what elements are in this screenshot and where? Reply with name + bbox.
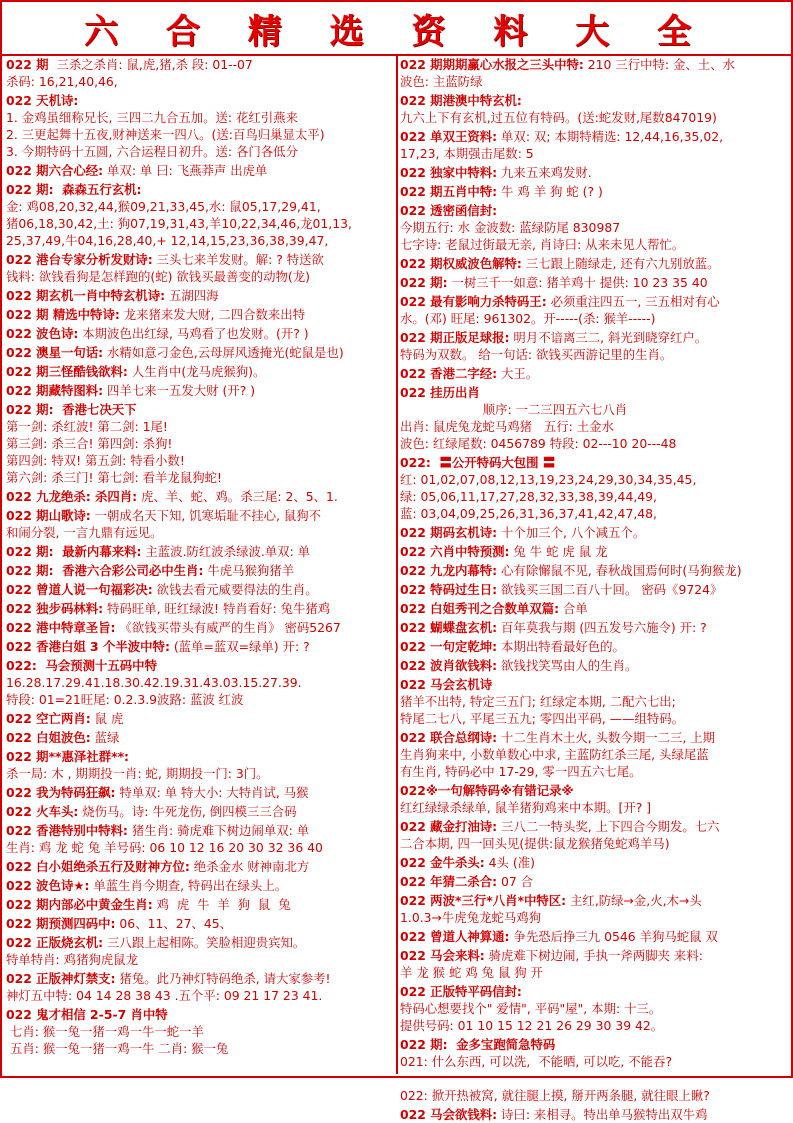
entry-heading: 022 正版神灯禁支: bbox=[6, 971, 116, 986]
right-entry bbox=[400, 657, 786, 674]
entry-body: 鸡 虎 牛 羊 狗 鼠 兔 bbox=[152, 897, 291, 912]
entry-heading: 022 期正版足球报: bbox=[400, 330, 510, 345]
left-entry bbox=[6, 488, 392, 505]
left-entry bbox=[6, 784, 392, 801]
entry-heading: 022 我为特码狂飙: bbox=[6, 785, 116, 800]
right-entry bbox=[400, 164, 786, 181]
entry-heading: 022 期三怪酷钱欲料: bbox=[6, 364, 128, 379]
left-entry bbox=[6, 562, 392, 579]
right-entry bbox=[400, 329, 786, 363]
entry-body: 四羊七来一五发大财 (开? ) bbox=[103, 383, 256, 398]
left-entry bbox=[6, 934, 392, 968]
entry-body: 第一剑: 杀红波! 第二剑: 1尾! 第三剑: 杀三合! 第四剑: 杀狗! 第四剑: 特双! 第五剑: 特看小数! 第六剑: 杀三门! 第七剑: 看羊龙鼠狗蛇! bbox=[6, 419, 222, 485]
entry-heading: 022 期内部必中黄金生肖: bbox=[6, 897, 153, 912]
entry-body: 骑虎难下树边闹, 手执一斧两脚夹 来料: 羊 龙 猴 蛇 鸡 兔 鼠 狗 开 bbox=[400, 948, 703, 980]
entry-heading: 022 期期期赢心水报之三头中特: bbox=[400, 57, 584, 72]
right-entry bbox=[400, 873, 786, 890]
entry-body: 欲钱去看元威要得法的生肖。 bbox=[152, 582, 318, 597]
left-entry bbox=[6, 363, 392, 380]
left-entry bbox=[6, 803, 392, 820]
entry-body: 诗曰: 来相寻。特出单马猴特出双牛鸡 bbox=[497, 1107, 708, 1122]
entry-heading: 022 期港澳中特玄机: bbox=[400, 93, 522, 108]
entry-body: 绝杀金水 财神南北方 bbox=[189, 859, 310, 874]
left-entry bbox=[6, 710, 392, 727]
entry-heading: 022 马会来料: bbox=[400, 948, 485, 963]
left-entry bbox=[6, 729, 392, 746]
entry-heading: 022 白小姐绝杀五行及财神方位: bbox=[6, 859, 190, 874]
entry-heading: 022 波肖欲钱料: bbox=[400, 658, 498, 673]
entry-body: 本期出特看最好色的。 bbox=[497, 639, 625, 654]
entry-heading: 022 曾道人说一句福彩决: bbox=[6, 582, 153, 597]
left-entry bbox=[6, 657, 392, 708]
right-entry bbox=[400, 56, 786, 90]
entry-body: 龙来猪来发大财, 二四合数来出特 bbox=[119, 307, 306, 322]
entry-body: 争先恐后挣三九 0546 羊狗马蛇鼠 双 bbox=[509, 929, 718, 944]
entry-heading: 022 鬼才相信 2-5-7 肖中特 bbox=[6, 1007, 168, 1022]
entry-heading: 022 藏金打油诗: bbox=[400, 819, 498, 834]
right-column bbox=[400, 56, 786, 1122]
right-entry bbox=[400, 543, 786, 560]
entry-body: 水精如意刁金色,云母屏风透掩光(蛇鼠是也) bbox=[103, 345, 344, 360]
left-entry bbox=[6, 287, 392, 304]
left-entry bbox=[6, 181, 392, 249]
entry-body: 猪兔。此乃神灯特码绝杀, 请大家参考! 神灯五中特: 04 14 28 38 43 .五个平: 09 21 17 23 41. bbox=[6, 971, 331, 1003]
left-entry bbox=[6, 344, 392, 361]
entry-body: 十个加三个, 八个减五个。 bbox=[497, 525, 646, 540]
entry-heading: 022 一句定乾坤: bbox=[400, 639, 498, 654]
entry-heading: 022 波色诗★: bbox=[6, 878, 90, 893]
right-entry bbox=[400, 638, 786, 655]
left-entry bbox=[6, 543, 392, 560]
entry-heading: 022: 马会预测十五码中特 bbox=[6, 658, 157, 673]
entry-body: 牛 鸡 羊 狗 蛇 (? ) bbox=[497, 184, 603, 199]
right-entry bbox=[400, 1036, 786, 1104]
entry-heading: 022 蝴蝶盘玄机: bbox=[400, 620, 498, 635]
entry-heading: 022 期六合心经: bbox=[6, 163, 104, 178]
entry-body: 本期波色出红绿, 马鸡看了也发财。(开? ) bbox=[78, 326, 309, 341]
entry-heading: 022 独家中特料: bbox=[400, 165, 498, 180]
entry-body: 三八二一特头奖, 上下四合今期发。七六 二合本期, 四一回头见(提供:鼠龙猴猪兔蛇鸡羊马) bbox=[400, 819, 720, 851]
entry-body: 主蓝波.防红波杀绿波.单双: 单 bbox=[141, 544, 311, 559]
entry-body: 七肖: 猴一兔一猪一鸡一牛一蛇一羊 五肖: 猴一兔一猪一鸡一牛 二肖: 猴一兔 bbox=[9, 1024, 229, 1056]
entry-heading: 022 期藏特图料: bbox=[6, 383, 104, 398]
left-entry bbox=[6, 92, 392, 160]
entry-heading: 022 期: 最新内幕来料: bbox=[6, 544, 142, 559]
right-entry bbox=[400, 729, 786, 780]
left-entry bbox=[6, 600, 392, 617]
entry-heading: 022 期权威波色解特: bbox=[400, 256, 522, 271]
entry-body: 欲钱买三国二百八十回。 密码《9724》 bbox=[497, 582, 723, 597]
left-entry bbox=[6, 251, 392, 285]
left-entry bbox=[6, 896, 392, 913]
entry-heading: 022 空亡两肖: bbox=[6, 711, 91, 726]
entry-heading: 022 澳星一句话: bbox=[6, 345, 104, 360]
entry-body: 顺序: 一二三四五六七八肖 出肖: 鼠虎兔龙蛇马鸡猪 五行: 土金水 波色: 红绿尾数: 0456789 特段: 02---10 20---48 bbox=[400, 402, 677, 451]
entry-body: 今期五行: 水 金波数: 蓝绿防尾 830987 七字诗: 老鼠过街最无亲, 肖诗曰: 从来未见人帮忙。 bbox=[400, 220, 685, 252]
right-entry bbox=[400, 854, 786, 871]
right-entry bbox=[400, 92, 786, 126]
right-entry bbox=[400, 619, 786, 636]
entry-heading: 022 曾道人神算通: bbox=[400, 929, 510, 944]
entry-heading: 022 期 精选中特诗: bbox=[6, 307, 120, 322]
right-entry bbox=[400, 183, 786, 200]
entry-heading: 022: 〓公开特码大包围 〓 bbox=[400, 455, 556, 470]
right-entry bbox=[400, 384, 786, 452]
entry-body: 主红,防绿→金,火,木→头 1.0.3→牛虎兔龙蛇马鸡狗 bbox=[400, 893, 702, 925]
entry-body: 猪羊不出特, 特定三五门; 红绿定本期, 二配六七出; 特尾二七八, 平尾三五九; 零四出平码, ——组特码。 bbox=[400, 694, 685, 726]
entry-body: 三杀之杀肖: 鼠,虎,猪,杀 段: 01--07 杀码: 16,21,40,46, bbox=[6, 57, 253, 89]
entry-heading: 022 期玄机一肖中特玄机诗: bbox=[6, 288, 166, 303]
entry-heading: 022 火车头: bbox=[6, 804, 79, 819]
entry-heading: 022 特码过生日: bbox=[400, 582, 498, 597]
right-entry bbox=[400, 983, 786, 1034]
right-entry bbox=[400, 202, 786, 253]
entry-body: 五湖四海 bbox=[165, 288, 219, 303]
entry-heading: 022 期码玄机诗: bbox=[400, 525, 498, 540]
entry-body: 人生肖中(龙马虎猴狗)。 bbox=[127, 364, 266, 379]
entry-heading: 022 期: 金多宝跑简急特码 bbox=[400, 1037, 556, 1052]
entry-body: 三七跟上随绿走, 还有六九别放蓝。 bbox=[521, 256, 720, 271]
right-entry bbox=[400, 928, 786, 945]
entry-heading: 022 年猜二杀合: bbox=[400, 874, 498, 889]
entry-body: 单蓝生肖今期查, 特码出在绿头上。 bbox=[89, 878, 288, 893]
entry-heading: 022 白姐波色: bbox=[6, 730, 91, 745]
right-entry bbox=[400, 581, 786, 598]
entry-heading: 022 白姐秀刊之合数单双篇: bbox=[400, 601, 560, 616]
entry-body: 牛虎马猴狗猪羊 bbox=[203, 563, 295, 578]
entry-body: 金: 鸡08,20,32,44,猴09,21,33,45,水: 鼠05,17,29,41, 猪06,18,30,42,土: 狗07,19,31,43,羊10,22,34,46,龙01,13, 25,37,49,牛04,16,28,40,+ 12,14,15,23,36,38,39,47, bbox=[6, 199, 352, 248]
right-entry bbox=[400, 782, 786, 816]
left-entry bbox=[6, 877, 392, 894]
entry-body: 一朝成名天下知, 饥寒垢耻不挂心, 鼠狗不 和闹分裂, 一言九鼎有远见。 bbox=[6, 508, 322, 540]
entry-body: 烧伤马。诗: 牛死龙伤, 倒四模三三合码 bbox=[78, 804, 297, 819]
entry-body: 红: 01,02,07,08,12,13,19,23,24,29,30,34,35,45, 绿: 05,06,11,17,27,28,32,33,38,39,44,49, 蓝: 03,04,09,25,26,31,36,37,41,42,47,48, bbox=[400, 472, 697, 521]
right-entry bbox=[400, 947, 786, 981]
header bbox=[2, 2, 791, 56]
entry-body: 三头七来羊发财。解: ? 特送欲 钱料: 欲钱看狗是怎样跑的(蛇) 欲钱买最善变的动物(龙) bbox=[6, 252, 324, 284]
left-entry bbox=[6, 970, 392, 1004]
entry-body: 九六上下有玄机,过五位有特码。(送:蛇发财,尾数847019) bbox=[400, 110, 717, 125]
entry-heading: 022 正版特平码信封: bbox=[400, 984, 522, 999]
entry-heading: 022 九龙绝杀: 杀四肖: bbox=[6, 489, 138, 504]
entry-heading: 022 正版烧玄机: bbox=[6, 935, 104, 950]
entry-body: 虎、羊、蛇、鸡。杀三尾: 2、5、1. bbox=[137, 489, 338, 504]
entry-body: 九来五来鸡发财. bbox=[497, 165, 592, 180]
left-entry bbox=[6, 1006, 392, 1057]
right-entry bbox=[400, 128, 786, 162]
entry-heading: 022 天机诗: bbox=[6, 93, 79, 108]
entry-heading: 022 期 bbox=[6, 57, 49, 72]
right-entry bbox=[400, 524, 786, 541]
left-entry bbox=[6, 401, 392, 486]
entry-heading: 022 期: 香港六合彩公司必中生肖: bbox=[6, 563, 204, 578]
entry-heading: 022 期**惠泽社群**: bbox=[6, 749, 130, 764]
right-entry bbox=[400, 274, 786, 291]
left-entry bbox=[6, 382, 392, 399]
left-entry bbox=[6, 619, 392, 636]
entry-body: 蓝绿 bbox=[90, 730, 120, 745]
entry-heading: 022 港台专家分析发财诗: bbox=[6, 252, 153, 267]
entry-heading: 022※一句解特码※有错记录※ bbox=[400, 783, 574, 798]
entry-body: 单双: 双; 本期特精选: 12,44,16,35,02, 17,23, 本期强击尾数: 5 bbox=[400, 129, 724, 161]
entry-heading: 022 期: 香港七决天下 bbox=[6, 402, 137, 417]
entry-body: 十二生肖木土火, 头数今期一二三, 上期 生肖狗来中, 小数单数心中求, 主蓝防红杀三尾, 头绿尾蓝 有生肖, 特码必中 17-29, 零一四五六七尾。 bbox=[400, 730, 716, 779]
entry-heading: 022 单双王资料: bbox=[400, 129, 498, 144]
entry-heading: 022 透密函信封: bbox=[400, 203, 498, 218]
entry-body: 兔 牛 蛇 虎 鼠 龙 bbox=[509, 544, 608, 559]
entry-heading: 022 独步码林料: bbox=[6, 601, 104, 616]
entry-heading: 022 香港白姐 3 个半波中特: bbox=[6, 639, 170, 654]
entry-body: 红红绿绿杀绿单, 鼠羊猪狗鸡来中本期。[开? ] bbox=[400, 800, 652, 815]
entry-body: 《欲钱买带头有威严的生肖》 密码5267 bbox=[115, 620, 341, 635]
page-title: 六 合 精 选 资 料 大 全 bbox=[84, 11, 709, 52]
entry-heading: 022 联合总纲诗: bbox=[400, 730, 498, 745]
entry-body: (蓝单=蓝双=绿单) 开: ? bbox=[169, 639, 310, 654]
right-entry bbox=[400, 454, 786, 522]
entry-heading: 022 港中特章圣旨: bbox=[6, 620, 116, 635]
right-entry bbox=[400, 365, 786, 382]
entry-body: 三八跟上起相陈。笑脸相迎贵宾知。 特单特肖: 鸡猪狗虎鼠龙 bbox=[6, 935, 306, 967]
entry-body: 大王。 bbox=[497, 366, 539, 381]
entry-heading: 022 期: bbox=[400, 275, 448, 290]
entry-heading: 022 马会玄机诗 bbox=[400, 677, 493, 692]
entry-body: 合单 bbox=[559, 601, 588, 616]
left-entry bbox=[6, 581, 392, 598]
right-entry bbox=[400, 892, 786, 926]
entry-body: 特单双: 单 特大小: 大特肖试, 马猴 bbox=[115, 785, 309, 800]
entry-body: 单双: 单 曰: 飞燕莽声 出虎单 bbox=[103, 163, 268, 178]
right-entry bbox=[400, 255, 786, 272]
entry-heading: 022 香港二字经: bbox=[400, 366, 498, 381]
entry-body: 欲钱找笑骂由人的生肖。 bbox=[497, 658, 638, 673]
entry-body: 021: 什么东西, 可以洗, 不能晒, 可以吃, 不能吞? 022: 掀开热被窝, 就往腿上摸, 掰开两条腿, 就往眼上瞅? bbox=[400, 1054, 710, 1103]
entry-heading: 022 最有影响力杀特码王: bbox=[400, 294, 547, 309]
left-entry bbox=[6, 858, 392, 875]
right-entry bbox=[400, 293, 786, 327]
right-entry bbox=[400, 1106, 786, 1123]
left-entry bbox=[6, 748, 392, 782]
left-entry bbox=[6, 56, 392, 90]
left-entry bbox=[6, 822, 392, 856]
entry-heading: 022 期五肖中特: bbox=[400, 184, 498, 199]
entry-body: 特码旺单, 旺红绿波! 特肖看好: 兔牛猪鸡 bbox=[103, 601, 331, 616]
right-entry bbox=[400, 676, 786, 727]
entry-body: 明月不谙离三二, 斜光到晓穿红户。 特码为双数。 给一句话: 欲钱买西游记里的生肖。 bbox=[400, 330, 708, 362]
entry-heading: 022 香港特别中特料: bbox=[6, 823, 128, 838]
entry-body: 鼠 虎 bbox=[90, 711, 140, 726]
entry-heading: 022 九龙内幕特: bbox=[400, 563, 498, 578]
entry-body: 16.28.17.29.41.18.30.42.19.31.43.03.15.27.39. 特段: 01=21旺尾: 0.2.3.9波路: 蓝波 红波 bbox=[6, 675, 302, 707]
entry-body: 猪生肖: 骑虎难下树边闹单双: 单 生肖: 鸡 龙 蛇 兔 羊号码: 06 10 12 16 20 30 32 36 40 bbox=[6, 823, 323, 855]
left-entry bbox=[6, 162, 392, 179]
entry-heading: 022 六肖中特预测: bbox=[400, 544, 510, 559]
left-entry bbox=[6, 915, 392, 932]
entry-body: 特码心想要找个" 爱情", 平码"屋", 本期: 十三。 提供号码: 01 10 15 12 21 26 29 30 39 42。 bbox=[400, 1001, 664, 1033]
entry-body: 一树三千一如意: 猪羊鸡十 提供: 10 23 35 40 bbox=[447, 275, 708, 290]
entry-heading: 022 期山歌诗: bbox=[6, 508, 91, 523]
entry-body: 杀一局: 木 , 期期投一肖: 蛇, 期期投一门: 3门。 bbox=[6, 766, 269, 781]
left-column bbox=[6, 56, 398, 1074]
left-entry bbox=[6, 638, 392, 655]
right-entry bbox=[400, 562, 786, 579]
right-entry bbox=[400, 600, 786, 617]
left-entry bbox=[6, 306, 392, 323]
entry-heading: 022 金牛杀头: bbox=[400, 855, 485, 870]
right-entry bbox=[400, 818, 786, 852]
entry-heading: 022 挂历出肖 bbox=[400, 385, 480, 400]
left-entry bbox=[6, 325, 392, 342]
left-entry bbox=[6, 507, 392, 541]
entry-heading: 022 波色诗: bbox=[6, 326, 79, 341]
entry-body: 06、11、27、45、 bbox=[115, 916, 233, 931]
entry-body: 1. 金鸡虽细称兄长, 三四二九合五加。送: 花红引燕来 2. 三更起舞十五夜,财神送来一四八。(送:百鸟归巢显太平) 3. 今期特码十五圆, 六合运程日初升。送: 各门各低分 bbox=[6, 110, 325, 159]
entry-body: 百年莫我与期 (四五发号六施令) 开: ? bbox=[497, 620, 707, 635]
entry-heading: 022 两波*三行*八肖*中特区: bbox=[400, 893, 567, 908]
entry-heading: 022 期预测四码中: bbox=[6, 916, 116, 931]
entry-body: 4头 (准) bbox=[484, 855, 567, 870]
entry-body: 210 三行中特: 金、土、水 波色: 主蓝防绿 bbox=[400, 57, 735, 89]
entry-body: 必须重注四五一, 三五相对有心 水。(邓) 旺尾: 961302。开-----(杀: 猴羊-----) bbox=[400, 294, 720, 326]
entry-body: 心有除懈鼠不见, 春秋战国焉何时(马狗猴龙) bbox=[497, 563, 742, 578]
entry-heading: 022 期: 森森五行玄机: bbox=[6, 182, 142, 197]
entry-body: 07 合 bbox=[497, 874, 534, 889]
entry-heading: 022 马会欲钱料: bbox=[400, 1107, 498, 1122]
